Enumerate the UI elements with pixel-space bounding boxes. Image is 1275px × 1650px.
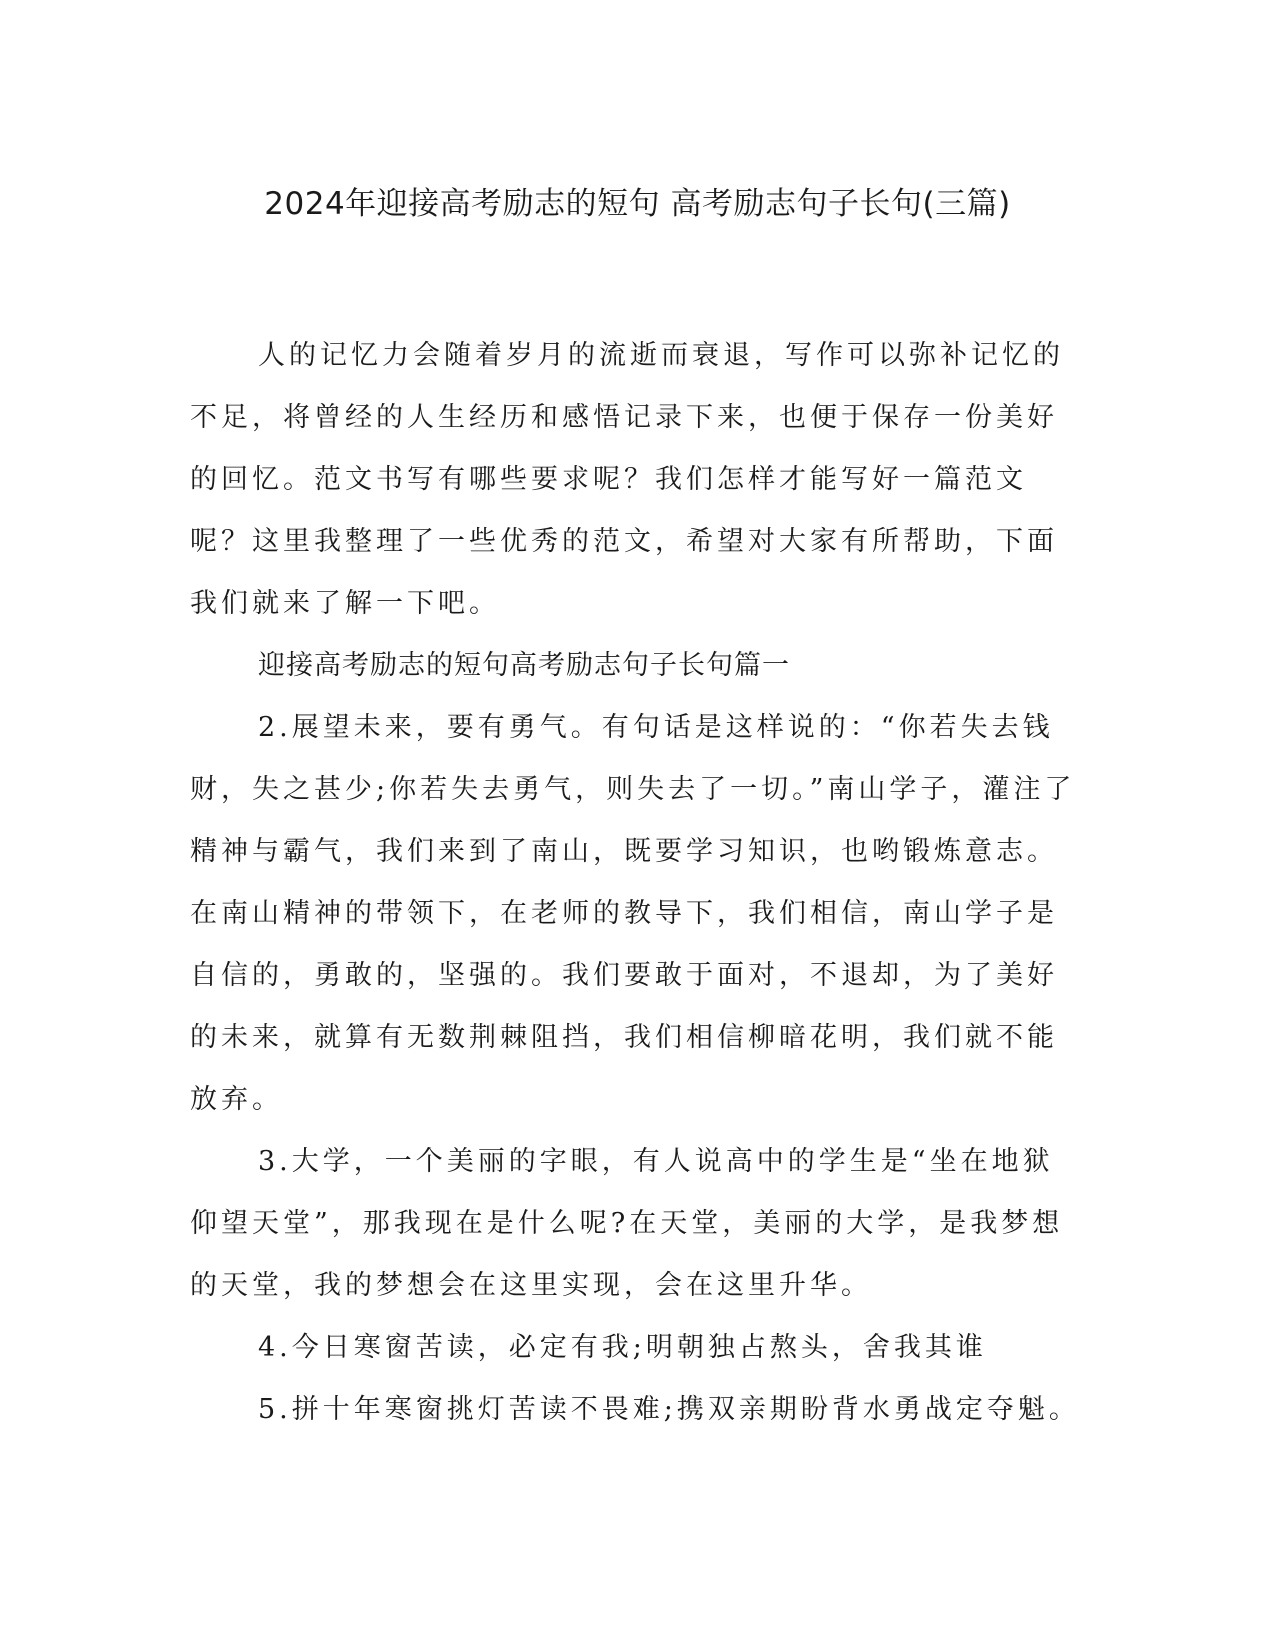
quote-paragraph-5: 5.拼十年寒窗挑灯苦读不畏难;携双亲期盼背水勇战定夺魁。 xyxy=(258,1394,1080,1425)
quote-paragraph-4: 4.今日寒窗苦读，必定有我;明朝独占熬头，舍我其谁 xyxy=(258,1332,987,1363)
intro-paragraph: 人的记忆力会随着岁月的流逝而衰退，写作可以弥补记忆的不足，将曾经的人生经历和感悟记录下来，也便于保存一份美好的回忆。范文书写有哪些要求呢？我们怎样才能写好一篇范文呢？这里我整理了一些优秀的范文，希望对大家有所帮助，下面我们就来了解一下吧。 xyxy=(190,340,1064,619)
section-heading: 迎接高考励志的短句高考励志句子长句篇一 xyxy=(258,650,790,681)
document-title: 2024年迎接高考励志的短句 高考励志句子长句(三篇) xyxy=(264,186,1011,222)
quote-paragraph-3: 3.大学，一个美丽的字眼，有人说高中的学生是“坐在地狱仰望天堂”，那我现在是什么呢?在天堂，美丽的大学，是我梦想的天堂，我的梦想会在这里实现，会在这里升华。 xyxy=(190,1146,1064,1301)
quote-paragraph-2: 2.展望未来，要有勇气。有句话是这样说的：“你若失去钱财，失之甚少;你若失去勇气，则失去了一切。”南山学子，灌注了精神与霸气，我们来到了南山，既要学习知识，也哟锻炼意志。在南山精神的带领下，在老师的教导下，我们相信，南山学子是自信的，勇敢的，坚强的。我们要敢于面对，不退却，为了美好的未来，就算有无数荆棘阻挡，我们相信柳暗花明，我们就不能放弃。 xyxy=(190,712,1076,1115)
document-body xyxy=(190,325,1080,1441)
